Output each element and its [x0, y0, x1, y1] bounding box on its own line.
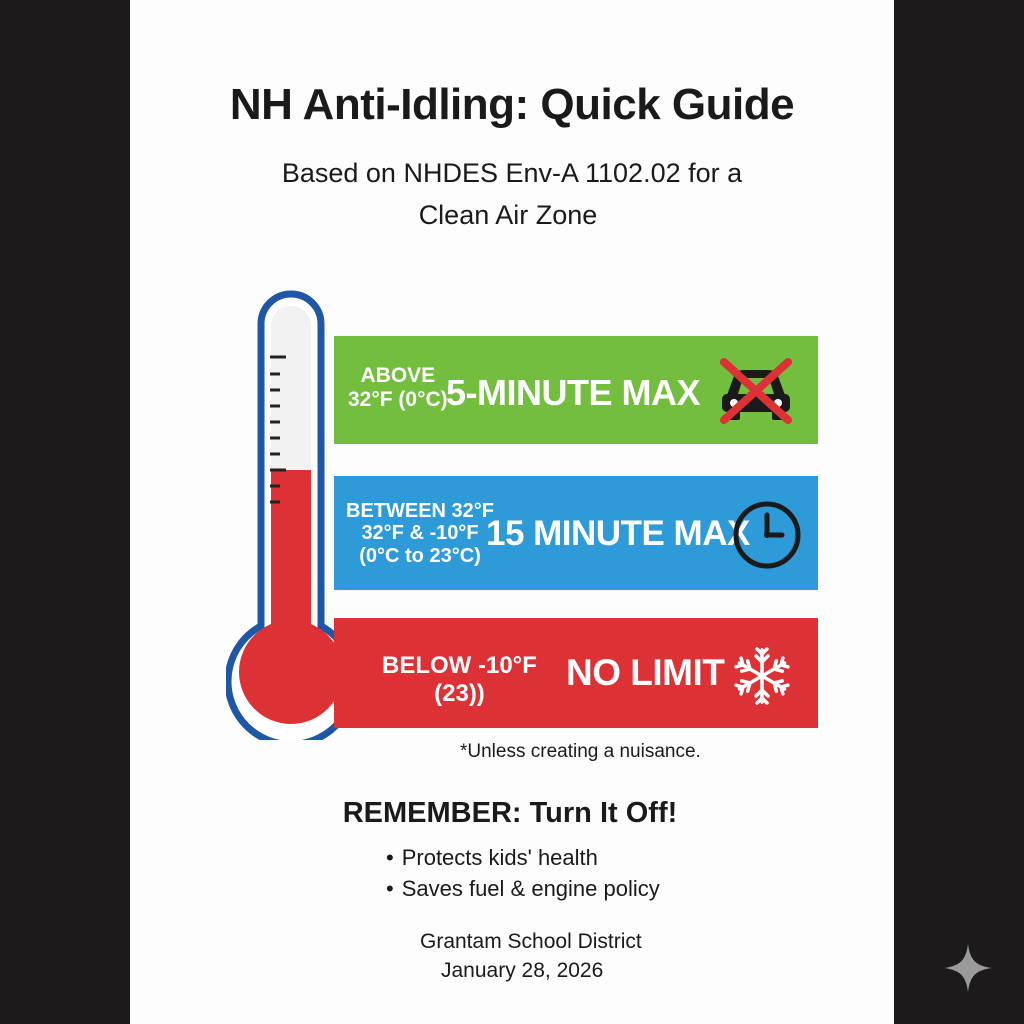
remember-list	[386, 842, 660, 904]
list-item: • Saves fuel & engine policy	[386, 873, 660, 904]
footnote: *Unless creating a nuisance.	[460, 741, 701, 762]
condition-line: 32°F (0°C)	[348, 387, 448, 411]
page-title: NH Anti-Idling: Quick Guide	[229, 80, 795, 129]
band-above-32	[334, 336, 818, 444]
condition-line: BELOW -10°F	[382, 652, 537, 679]
band-limit: 15 MINUTE MAX	[486, 514, 750, 553]
snowflake-icon	[732, 646, 792, 706]
subtitle-line-2: Clean Air Zone	[418, 200, 598, 230]
band-between-32-and-minus-10	[334, 476, 818, 590]
issue-date: January 28, 2026	[441, 959, 604, 982]
band-condition	[346, 500, 494, 567]
condition-line: (23))	[434, 679, 485, 707]
condition-line: (0°C to 23°C)	[359, 544, 481, 567]
no-car-icon	[716, 358, 796, 424]
band-limit: NO LIMIT	[566, 652, 725, 693]
band-condition	[382, 652, 537, 707]
subtitle-line-1: Based on NHDES Env-A 1102.02 for a	[281, 158, 743, 188]
clock-icon	[730, 498, 804, 572]
remember-heading: REMEMBER: Turn It Off!	[342, 797, 678, 829]
condition-line: BETWEEN 32°F	[346, 500, 495, 522]
list-item: • Protects kids' health	[386, 842, 660, 873]
condition-line: 32°F & -10°F	[361, 522, 479, 545]
condition-line: ABOVE	[360, 364, 436, 387]
district-name: Grantam School District	[420, 930, 642, 953]
band-below-minus-10	[334, 618, 818, 728]
sparkle-icon	[942, 942, 994, 994]
band-condition	[348, 364, 448, 411]
band-limit: 5-MINUTE MAX	[446, 372, 700, 413]
